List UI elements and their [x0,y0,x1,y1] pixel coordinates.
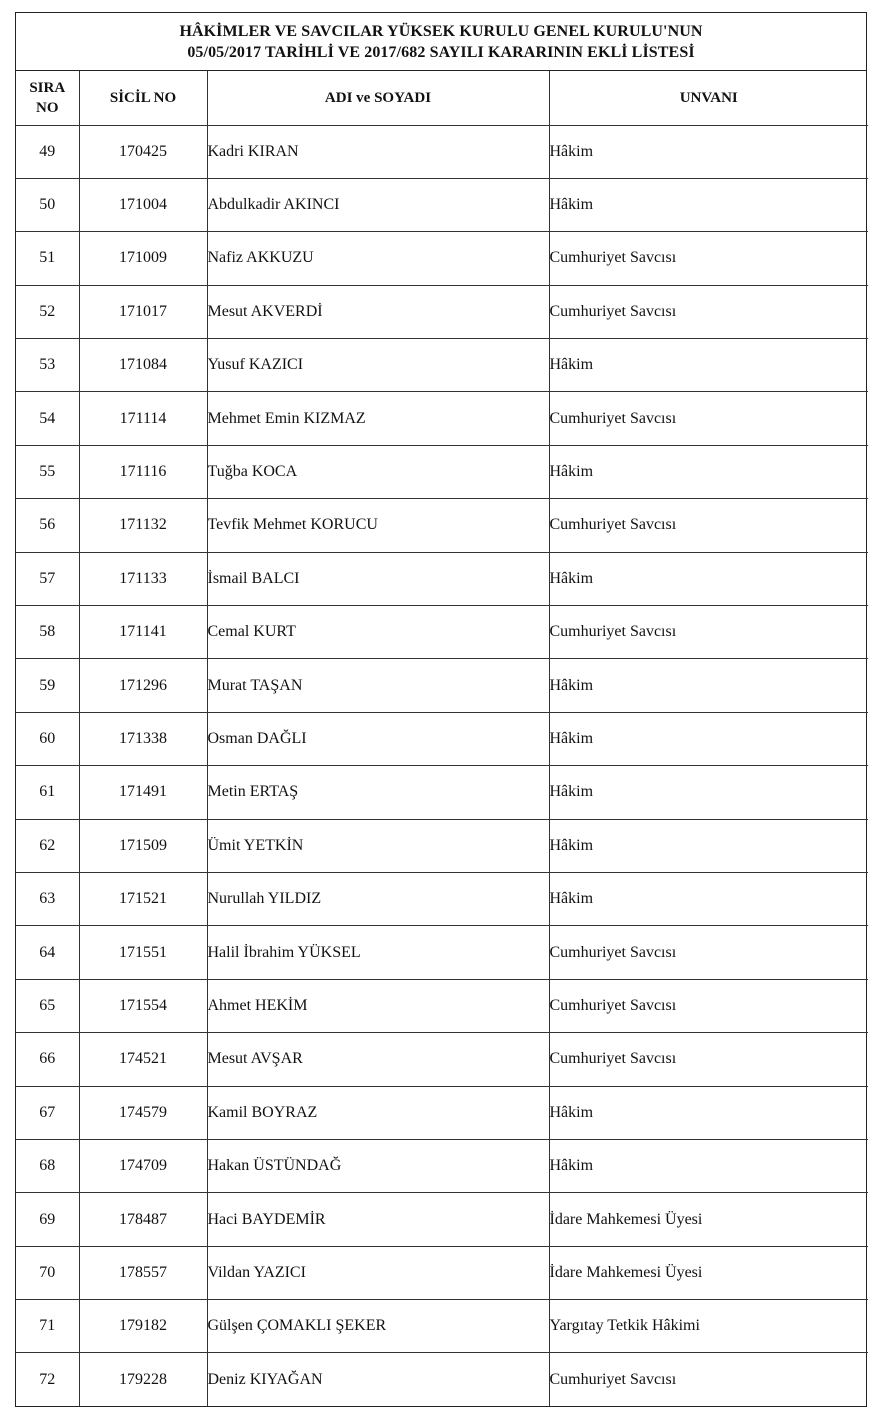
title-cell: Cumhuriyet Savcısı [549,926,868,979]
name-cell: Deniz KIYAĞAN [207,1353,549,1406]
name-cell: Yusuf KAZICI [207,339,549,392]
document-page [15,12,867,1407]
title-cell: Hâkim [549,178,868,231]
sicil-cell: 171017 [79,285,207,338]
name-cell: Tuğba KOCA [207,445,549,498]
sira-cell: 60 [16,712,79,765]
title-cell: Cumhuriyet Savcısı [549,285,868,338]
table-row [16,1353,868,1406]
title-cell: Cumhuriyet Savcısı [549,499,868,552]
sira-cell: 71 [16,1300,79,1353]
title-cell: İdare Mahkemesi Üyesi [549,1193,868,1246]
table-header-row [16,71,868,125]
name-cell: Ümit YETKİN [207,819,549,872]
name-cell: Tevfik Mehmet KORUCU [207,499,549,552]
sira-cell: 50 [16,178,79,231]
sira-cell: 53 [16,339,79,392]
sicil-cell: 171491 [79,766,207,819]
table-row [16,178,868,231]
title-cell: Cumhuriyet Savcısı [549,232,868,285]
sira-cell: 63 [16,872,79,925]
title-cell: Hâkim [549,659,868,712]
sicil-cell: 171132 [79,499,207,552]
sira-cell: 52 [16,285,79,338]
sicil-cell: 178557 [79,1246,207,1299]
sicil-cell: 171116 [79,445,207,498]
table-row [16,499,868,552]
title-cell: Hâkim [549,819,868,872]
sicil-cell: 174709 [79,1139,207,1192]
name-cell: Mehmet Emin KIZMAZ [207,392,549,445]
title-cell: Hâkim [549,1139,868,1192]
title-cell: Hâkim [549,766,868,819]
table-row [16,1246,868,1299]
sira-cell: 61 [16,766,79,819]
table-row [16,979,868,1032]
sicil-cell: 171114 [79,392,207,445]
title-cell: Hâkim [549,339,868,392]
sira-cell: 56 [16,499,79,552]
sicil-cell: 171004 [79,178,207,231]
sira-cell: 62 [16,819,79,872]
title-cell: Hâkim [549,712,868,765]
sira-cell: 58 [16,606,79,659]
sicil-cell: 171141 [79,606,207,659]
sicil-cell: 171554 [79,979,207,1032]
sicil-cell: 171338 [79,712,207,765]
name-cell: Kamil BOYRAZ [207,1086,549,1139]
table-row [16,872,868,925]
table-row [16,766,868,819]
sira-cell: 57 [16,552,79,605]
sicil-cell: 171296 [79,659,207,712]
column-header-title: UNVANI [549,71,868,125]
title-cell: Hâkim [549,125,868,178]
table-row [16,392,868,445]
title-cell: İdare Mahkemesi Üyesi [549,1246,868,1299]
name-cell: Kadri KIRAN [207,125,549,178]
title-line-1: HÂKİMLER VE SAVCILAR YÜKSEK KURULU GENEL KURULU'NUN [179,22,703,40]
table-row [16,1033,868,1086]
sira-cell: 66 [16,1033,79,1086]
sicil-cell: 174521 [79,1033,207,1086]
name-cell: Ahmet HEKİM [207,979,549,1032]
table-row [16,339,868,392]
sira-cell: 68 [16,1139,79,1192]
title-cell: Yargıtay Tetkik Hâkimi [549,1300,868,1353]
title-cell: Hâkim [549,552,868,605]
table-row [16,125,868,178]
name-cell: Hakan ÜSTÜNDAĞ [207,1139,549,1192]
title-cell: Cumhuriyet Savcısı [549,392,868,445]
sicil-cell: 171084 [79,339,207,392]
table-body [16,125,868,1406]
sicil-cell: 178487 [79,1193,207,1246]
sicil-cell: 179228 [79,1353,207,1406]
sira-cell: 72 [16,1353,79,1406]
title-cell: Cumhuriyet Savcısı [549,606,868,659]
table-row [16,285,868,338]
sira-cell: 55 [16,445,79,498]
column-header-sira [16,71,79,125]
sicil-cell: 179182 [79,1300,207,1353]
column-header-sicil: SİCİL NO [79,71,207,125]
name-cell: Metin ERTAŞ [207,766,549,819]
title-cell: Hâkim [549,445,868,498]
sira-cell: 54 [16,392,79,445]
sicil-cell: 174579 [79,1086,207,1139]
sira-cell: 51 [16,232,79,285]
name-cell: Nurullah YILDIZ [207,872,549,925]
column-header-name: ADI ve SOYADI [207,71,549,125]
name-cell: Cemal KURT [207,606,549,659]
sicil-cell: 171551 [79,926,207,979]
title-cell: Cumhuriyet Savcısı [549,1353,868,1406]
name-cell: Osman DAĞLI [207,712,549,765]
title-cell: Cumhuriyet Savcısı [549,1033,868,1086]
title-line-2: 05/05/2017 TARİHLİ VE 2017/682 SAYILI KARARININ EKLİ LİSTESİ [187,43,695,61]
table-row [16,552,868,605]
title-cell: Hâkim [549,872,868,925]
table-row [16,1300,868,1353]
personnel-table [16,71,868,1406]
table-row [16,712,868,765]
table-row [16,926,868,979]
sira-cell: 59 [16,659,79,712]
name-cell: Mesut AKVERDİ [207,285,549,338]
document-title [16,13,866,71]
table-row [16,659,868,712]
name-cell: Gülşen ÇOMAKLI ŞEKER [207,1300,549,1353]
name-cell: Abdulkadir AKINCI [207,178,549,231]
sira-cell: 65 [16,979,79,1032]
table-row [16,1139,868,1192]
sira-cell: 67 [16,1086,79,1139]
name-cell: Murat TAŞAN [207,659,549,712]
sicil-cell: 171509 [79,819,207,872]
sicil-cell: 171133 [79,552,207,605]
title-cell: Hâkim [549,1086,868,1139]
sira-header-line-2: NO [35,99,59,116]
name-cell: Nafiz AKKUZU [207,232,549,285]
sicil-cell: 171009 [79,232,207,285]
sicil-cell: 170425 [79,125,207,178]
name-cell: Vildan YAZICI [207,1246,549,1299]
table-row [16,819,868,872]
table-row [16,1193,868,1246]
table-row [16,445,868,498]
table-row [16,1086,868,1139]
name-cell: Mesut AVŞAR [207,1033,549,1086]
sira-cell: 49 [16,125,79,178]
sira-header-line-1: SIRA [29,79,66,96]
name-cell: Halil İbrahim YÜKSEL [207,926,549,979]
sira-cell: 64 [16,926,79,979]
sira-cell: 70 [16,1246,79,1299]
name-cell: İsmail BALCI [207,552,549,605]
table-row [16,606,868,659]
sira-cell: 69 [16,1193,79,1246]
sicil-cell: 171521 [79,872,207,925]
title-cell: Cumhuriyet Savcısı [549,979,868,1032]
name-cell: Haci BAYDEMİR [207,1193,549,1246]
table-row [16,232,868,285]
